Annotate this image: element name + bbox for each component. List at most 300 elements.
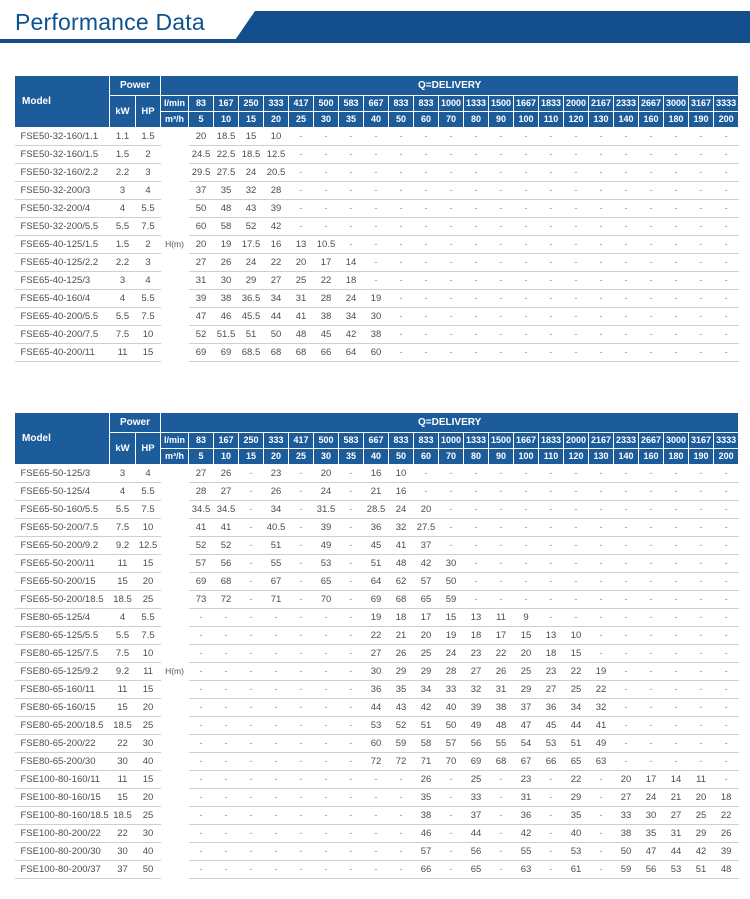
head-value-cell: - xyxy=(689,645,714,663)
m3h-value-header: 25 xyxy=(289,449,314,465)
head-value-cell: - xyxy=(239,609,264,627)
head-value-cell: - xyxy=(339,236,364,254)
head-value-cell: - xyxy=(364,789,389,807)
head-value-cell: 30 xyxy=(364,308,389,326)
head-value-cell: - xyxy=(689,290,714,308)
head-value-cell: - xyxy=(314,717,339,735)
head-value-cell: - xyxy=(614,627,639,645)
head-value-cell: - xyxy=(339,807,364,825)
head-value-cell: - xyxy=(489,537,514,555)
table-row xyxy=(15,164,739,182)
head-value-cell: 48 xyxy=(489,717,514,735)
head-value-cell: 22 xyxy=(264,254,289,272)
lmin-value-header: 3000 xyxy=(664,433,689,449)
kw-cell: 5.5 xyxy=(110,627,136,645)
head-value-cell: 22 xyxy=(489,645,514,663)
head-value-cell: 41 xyxy=(289,308,314,326)
head-value-cell: - xyxy=(589,164,614,182)
head-value-cell: 38 xyxy=(489,699,514,717)
head-value-cell: - xyxy=(514,537,539,555)
head-meters-label-cell xyxy=(161,717,189,735)
head-value-cell: - xyxy=(264,699,289,717)
head-value-cell: - xyxy=(589,771,614,789)
kw-cell: 15 xyxy=(110,699,136,717)
head-value-cell: - xyxy=(464,591,489,609)
head-value-cell: - xyxy=(214,861,239,879)
head-meters-label-cell xyxy=(161,825,189,843)
head-value-cell: 16 xyxy=(264,236,289,254)
head-value-cell: - xyxy=(564,254,589,272)
head-value-cell: 27 xyxy=(189,465,214,483)
page-header xyxy=(0,0,750,50)
head-value-cell: 52 xyxy=(389,717,414,735)
head-value-cell: 51 xyxy=(689,861,714,879)
head-value-cell: - xyxy=(714,519,739,537)
head-value-cell: 37 xyxy=(514,699,539,717)
hp-cell: 40 xyxy=(136,843,161,861)
table-row xyxy=(15,537,739,555)
lmin-value-header: 1500 xyxy=(489,433,514,449)
model-cell: FSE80-65-200/22 xyxy=(15,735,110,753)
head-value-cell: - xyxy=(389,290,414,308)
head-value-cell: - xyxy=(614,573,639,591)
head-value-cell: 50 xyxy=(614,843,639,861)
head-value-cell: - xyxy=(339,753,364,771)
head-value-cell: - xyxy=(564,218,589,236)
head-value-cell: - xyxy=(589,591,614,609)
head-value-cell: - xyxy=(689,537,714,555)
head-value-cell: - xyxy=(614,344,639,362)
head-meters-label-cell xyxy=(161,483,189,501)
model-cell: FSE100-80-160/18.5 xyxy=(15,807,110,825)
head-value-cell: - xyxy=(314,645,339,663)
hp-cell: 11 xyxy=(136,663,161,681)
head-meters-label-cell xyxy=(161,254,189,272)
lmin-value-header: 1667 xyxy=(514,96,539,112)
head-meters-label-cell: H(m) xyxy=(161,236,189,254)
head-value-cell: - xyxy=(589,789,614,807)
head-value-cell: - xyxy=(639,699,664,717)
head-value-cell: 28 xyxy=(264,182,289,200)
head-value-cell: 27 xyxy=(614,789,639,807)
head-value-cell: 39 xyxy=(464,699,489,717)
head-value-cell: - xyxy=(489,825,514,843)
head-value-cell: 72 xyxy=(364,753,389,771)
head-value-cell: 42 xyxy=(514,825,539,843)
head-value-cell: 25 xyxy=(464,771,489,789)
head-value-cell: - xyxy=(614,326,639,344)
model-cell: FSE80-65-200/18.5 xyxy=(15,717,110,735)
head-value-cell: 44 xyxy=(364,699,389,717)
head-value-cell: 41 xyxy=(214,519,239,537)
head-value-cell: - xyxy=(539,861,564,879)
head-value-cell: - xyxy=(289,735,314,753)
head-value-cell: 15 xyxy=(564,645,589,663)
head-value-cell: - xyxy=(439,236,464,254)
head-meters-label-cell xyxy=(161,699,189,717)
kw-cell: 11 xyxy=(110,681,136,699)
head-value-cell: - xyxy=(689,627,714,645)
head-value-cell: 44 xyxy=(464,825,489,843)
lmin-value-header: 833 xyxy=(414,96,439,112)
head-value-cell: - xyxy=(689,146,714,164)
head-value-cell: - xyxy=(539,344,564,362)
head-value-cell: - xyxy=(714,200,739,218)
head-value-cell: 48 xyxy=(389,555,414,573)
head-value-cell: - xyxy=(489,146,514,164)
head-value-cell: - xyxy=(639,236,664,254)
head-value-cell: - xyxy=(189,789,214,807)
head-value-cell: 10 xyxy=(264,128,289,146)
head-value-cell: - xyxy=(514,308,539,326)
head-value-cell: - xyxy=(339,609,364,627)
head-value-cell: - xyxy=(514,200,539,218)
head-value-cell: - xyxy=(289,753,314,771)
head-value-cell: - xyxy=(614,182,639,200)
head-value-cell: - xyxy=(214,825,239,843)
hp-cell: 5.5 xyxy=(136,290,161,308)
head-value-cell: 18 xyxy=(464,627,489,645)
head-value-cell: - xyxy=(189,663,214,681)
head-value-cell: - xyxy=(689,465,714,483)
head-value-cell: 66 xyxy=(539,753,564,771)
m3h-value-header: 20 xyxy=(264,449,289,465)
head-value-cell: 25 xyxy=(514,663,539,681)
head-value-cell: - xyxy=(514,218,539,236)
head-value-cell: 49 xyxy=(464,717,489,735)
head-value-cell: 32 xyxy=(389,519,414,537)
head-value-cell: - xyxy=(639,627,664,645)
table-row xyxy=(15,519,739,537)
head-value-cell: 73 xyxy=(189,591,214,609)
head-value-cell: 43 xyxy=(239,200,264,218)
hp-cell: 2 xyxy=(136,236,161,254)
head-value-cell: - xyxy=(489,465,514,483)
head-value-cell: - xyxy=(364,254,389,272)
model-cell: FSE50-32-200/4 xyxy=(15,200,110,218)
lmin-value-header: 833 xyxy=(389,96,414,112)
head-value-cell: - xyxy=(489,807,514,825)
head-value-cell: - xyxy=(439,519,464,537)
head-value-cell: - xyxy=(239,627,264,645)
power-group-header: Power xyxy=(110,413,161,433)
head-value-cell: 11 xyxy=(689,771,714,789)
head-value-cell: 25 xyxy=(689,807,714,825)
head-value-cell: 66 xyxy=(314,344,339,362)
head-value-cell: - xyxy=(689,735,714,753)
head-value-cell: - xyxy=(339,128,364,146)
head-value-cell: - xyxy=(489,272,514,290)
lmin-value-header: 333 xyxy=(264,96,289,112)
head-value-cell: - xyxy=(189,609,214,627)
head-value-cell: - xyxy=(714,771,739,789)
table-row xyxy=(15,254,739,272)
head-value-cell: - xyxy=(439,128,464,146)
kw-cell: 11 xyxy=(110,771,136,789)
head-value-cell: 67 xyxy=(514,753,539,771)
lmin-value-header: 3333 xyxy=(714,433,739,449)
head-value-cell: 39 xyxy=(714,843,739,861)
head-value-cell: - xyxy=(564,200,589,218)
head-value-cell: 38 xyxy=(414,807,439,825)
head-value-cell: 14 xyxy=(339,254,364,272)
q-delivery-group-header: Q=DELIVERY xyxy=(161,413,739,433)
head-value-cell: 29 xyxy=(564,789,589,807)
head-value-cell: - xyxy=(289,645,314,663)
head-value-cell: 24 xyxy=(339,290,364,308)
head-value-cell: 53 xyxy=(364,717,389,735)
head-value-cell: - xyxy=(289,218,314,236)
head-value-cell: - xyxy=(489,771,514,789)
lmin-value-header: 1833 xyxy=(539,433,564,449)
hp-cell: 2 xyxy=(136,146,161,164)
head-value-cell: 55 xyxy=(264,555,289,573)
head-value-cell: - xyxy=(714,218,739,236)
lmin-value-header: 2167 xyxy=(589,96,614,112)
head-value-cell: - xyxy=(414,164,439,182)
head-value-cell: 68 xyxy=(214,573,239,591)
hp-cell: 7.5 xyxy=(136,627,161,645)
table-row xyxy=(15,663,739,681)
lmin-value-header: 2667 xyxy=(639,96,664,112)
lmin-value-header: 1333 xyxy=(464,433,489,449)
head-value-cell: - xyxy=(389,254,414,272)
kw-cell: 30 xyxy=(110,843,136,861)
head-value-cell: - xyxy=(614,308,639,326)
head-value-cell: - xyxy=(189,627,214,645)
head-value-cell: 44 xyxy=(264,308,289,326)
head-value-cell: - xyxy=(664,501,689,519)
head-value-cell: - xyxy=(439,771,464,789)
head-value-cell: - xyxy=(339,843,364,861)
head-value-cell: 26 xyxy=(214,465,239,483)
hp-cell: 20 xyxy=(136,573,161,591)
head-value-cell: - xyxy=(589,326,614,344)
head-value-cell: - xyxy=(389,861,414,879)
head-value-cell: - xyxy=(314,771,339,789)
head-value-cell: - xyxy=(214,699,239,717)
hp-cell: 10 xyxy=(136,326,161,344)
head-value-cell: - xyxy=(339,200,364,218)
head-value-cell: - xyxy=(439,465,464,483)
head-value-cell: - xyxy=(714,645,739,663)
m3h-value-header: 5 xyxy=(189,112,214,128)
head-value-cell: - xyxy=(239,591,264,609)
head-value-cell: - xyxy=(264,771,289,789)
head-value-cell: - xyxy=(339,681,364,699)
head-value-cell: - xyxy=(539,290,564,308)
head-value-cell: - xyxy=(314,825,339,843)
head-value-cell: - xyxy=(389,825,414,843)
head-value-cell: 9 xyxy=(514,609,539,627)
head-value-cell: - xyxy=(239,663,264,681)
head-value-cell: - xyxy=(639,573,664,591)
m3h-value-header: 160 xyxy=(639,112,664,128)
head-value-cell: 53 xyxy=(564,843,589,861)
head-value-cell: - xyxy=(664,555,689,573)
head-value-cell: - xyxy=(439,483,464,501)
head-value-cell: 63 xyxy=(514,861,539,879)
head-value-cell: 33 xyxy=(614,807,639,825)
head-value-cell: 15 xyxy=(514,627,539,645)
m3h-value-header: 30 xyxy=(314,449,339,465)
head-value-cell: 34.5 xyxy=(214,501,239,519)
head-value-cell: - xyxy=(514,254,539,272)
head-value-cell: - xyxy=(614,164,639,182)
head-value-cell: - xyxy=(339,573,364,591)
head-value-cell: - xyxy=(639,555,664,573)
head-value-cell: 56 xyxy=(464,843,489,861)
head-value-cell: 57 xyxy=(439,735,464,753)
lmin-value-header: 1000 xyxy=(439,433,464,449)
hp-cell: 4 xyxy=(136,182,161,200)
head-value-cell: 47 xyxy=(639,843,664,861)
head-value-cell: - xyxy=(664,290,689,308)
head-value-cell: - xyxy=(589,272,614,290)
lmin-value-header: 667 xyxy=(364,96,389,112)
head-value-cell: - xyxy=(564,272,589,290)
head-value-cell: - xyxy=(664,609,689,627)
head-value-cell: 24 xyxy=(314,483,339,501)
head-value-cell: - xyxy=(389,164,414,182)
head-value-cell: - xyxy=(339,501,364,519)
head-value-cell: - xyxy=(414,128,439,146)
head-value-cell: - xyxy=(489,591,514,609)
head-value-cell: - xyxy=(689,663,714,681)
head-value-cell: - xyxy=(264,861,289,879)
head-value-cell: - xyxy=(339,771,364,789)
head-value-cell: - xyxy=(439,254,464,272)
head-value-cell: 29 xyxy=(414,663,439,681)
head-value-cell: 27.5 xyxy=(414,519,439,537)
head-value-cell: - xyxy=(514,465,539,483)
kw-cell: 15 xyxy=(110,573,136,591)
m3h-value-header: 50 xyxy=(389,112,414,128)
head-value-cell: - xyxy=(414,236,439,254)
head-value-cell: 68 xyxy=(289,344,314,362)
head-value-cell: - xyxy=(614,254,639,272)
head-value-cell: - xyxy=(589,200,614,218)
hp-cell: 3 xyxy=(136,164,161,182)
head-value-cell: - xyxy=(639,537,664,555)
head-value-cell: - xyxy=(589,146,614,164)
m3h-value-header: 25 xyxy=(289,112,314,128)
head-value-cell: - xyxy=(489,200,514,218)
model-cell: FSE65-50-125/3 xyxy=(15,465,110,483)
head-value-cell: - xyxy=(364,807,389,825)
head-value-cell: - xyxy=(564,326,589,344)
head-value-cell: - xyxy=(539,128,564,146)
head-value-cell: - xyxy=(314,861,339,879)
model-cell: FSE50-32-200/5.5 xyxy=(15,218,110,236)
head-value-cell: - xyxy=(714,627,739,645)
head-value-cell: - xyxy=(639,483,664,501)
model-cell: FSE65-40-160/4 xyxy=(15,290,110,308)
head-value-cell: - xyxy=(714,290,739,308)
head-value-cell: - xyxy=(239,753,264,771)
lmin-value-header: 1500 xyxy=(489,96,514,112)
head-value-cell: - xyxy=(264,681,289,699)
m3h-value-header: 35 xyxy=(339,449,364,465)
hp-cell: 10 xyxy=(136,645,161,663)
head-value-cell: - xyxy=(689,218,714,236)
head-value-cell: - xyxy=(489,326,514,344)
head-value-cell: - xyxy=(289,789,314,807)
head-value-cell: - xyxy=(389,308,414,326)
kw-cell: 22 xyxy=(110,735,136,753)
head-value-cell: - xyxy=(339,483,364,501)
head-meters-label-cell xyxy=(161,555,189,573)
kw-cell: 3 xyxy=(110,182,136,200)
head-value-cell: - xyxy=(639,290,664,308)
head-value-cell: 40 xyxy=(564,825,589,843)
kw-cell: 4 xyxy=(110,609,136,627)
head-value-cell: - xyxy=(489,254,514,272)
head-value-cell: - xyxy=(214,807,239,825)
head-value-cell: - xyxy=(314,663,339,681)
head-value-cell: 16 xyxy=(364,465,389,483)
kw-cell: 11 xyxy=(110,344,136,362)
m3h-value-header: 90 xyxy=(489,112,514,128)
table-row xyxy=(15,717,739,735)
head-value-cell: 19 xyxy=(214,236,239,254)
head-value-cell: - xyxy=(714,591,739,609)
head-value-cell: 35 xyxy=(414,789,439,807)
head-value-cell: - xyxy=(489,789,514,807)
head-value-cell: - xyxy=(539,573,564,591)
hp-cell: 40 xyxy=(136,753,161,771)
head-value-cell: - xyxy=(539,200,564,218)
head-value-cell: - xyxy=(689,236,714,254)
head-value-cell: - xyxy=(639,501,664,519)
head-value-cell: 59 xyxy=(439,591,464,609)
head-value-cell: 47 xyxy=(514,717,539,735)
head-value-cell: 34 xyxy=(564,699,589,717)
head-value-cell: 26 xyxy=(389,645,414,663)
head-value-cell: - xyxy=(614,735,639,753)
model-cell: FSE65-40-125/3 xyxy=(15,272,110,290)
head-value-cell: 23 xyxy=(464,645,489,663)
head-value-cell: - xyxy=(614,501,639,519)
head-value-cell: - xyxy=(314,182,339,200)
head-meters-label-cell xyxy=(161,645,189,663)
head-value-cell: - xyxy=(314,627,339,645)
head-value-cell: - xyxy=(289,465,314,483)
head-value-cell: 50 xyxy=(439,573,464,591)
model-cell: FSE65-50-200/9.2 xyxy=(15,537,110,555)
head-value-cell: 65 xyxy=(464,861,489,879)
head-meters-label-cell xyxy=(161,164,189,182)
head-value-cell: - xyxy=(639,591,664,609)
head-value-cell: - xyxy=(539,771,564,789)
head-value-cell: - xyxy=(364,861,389,879)
head-value-cell: - xyxy=(714,164,739,182)
head-value-cell: - xyxy=(589,537,614,555)
head-value-cell: - xyxy=(339,519,364,537)
table-row xyxy=(15,861,739,879)
head-value-cell: - xyxy=(639,146,664,164)
head-value-cell: - xyxy=(664,254,689,272)
kw-cell: 18.5 xyxy=(110,807,136,825)
model-cell: FSE80-65-125/4 xyxy=(15,609,110,627)
head-value-cell: - xyxy=(414,272,439,290)
head-value-cell: - xyxy=(489,843,514,861)
head-value-cell: - xyxy=(539,609,564,627)
table-body xyxy=(15,465,739,879)
head-value-cell: - xyxy=(239,717,264,735)
head-value-cell: - xyxy=(489,483,514,501)
m3h-value-header: 80 xyxy=(464,449,489,465)
